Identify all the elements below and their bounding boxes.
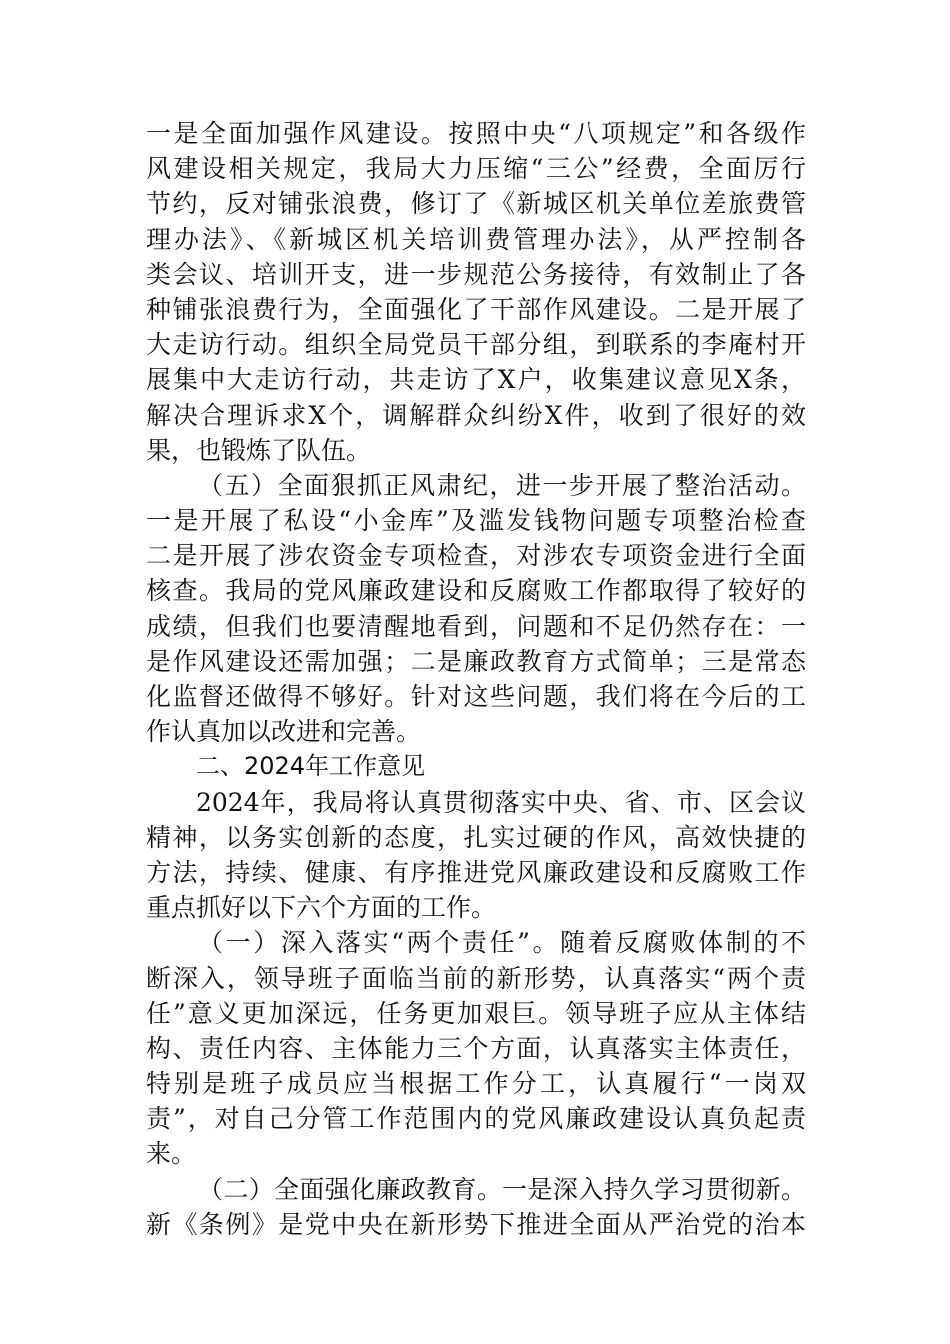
section-five-heading: （五）全面狠抓正风肃纪，进一步开展了整治活动。	[198, 470, 806, 500]
subsection-two-heading: （二）全面强化廉政教育。一是深入持久学习贯彻新。	[198, 1174, 806, 1204]
text-line: 新《条例》是党中央在新形势下推进全面从严治党的治本	[146, 1209, 806, 1239]
text-line: 作认真加以改进和完善。	[146, 717, 422, 747]
subsection-one-heading: （一）深入落实“两个责任”。随着反腐败体制的不	[198, 928, 806, 958]
text-line: 类会议、培训开支，进一步规范公务接待，有效制止了各	[146, 259, 806, 289]
text-line: 特别是班子成员应当根据工作分工，认真履行“一岗双	[146, 1069, 806, 1099]
text-line: 大走访行动。组织全局党员干部分组，到联系的李庵村开	[146, 330, 806, 360]
text-line: 一是全面加强作风建设。按照中央“八项规定”和各级作	[146, 119, 806, 148]
text-line: 一是开展了私设“小金库”及滥发钱物问题专项整治检查	[146, 506, 806, 536]
text-line: 二是开展了涉农资金专项检查，对涉农专项资金进行全面	[146, 541, 806, 571]
text-line: 是作风建设还需加强；二是廉政教育方式简单；三是常态	[146, 646, 806, 676]
text-line: 构、责任内容、主体能力三个方面，认真落实主体责任，	[146, 1033, 806, 1063]
text-line: 核查。我局的党风廉政建设和反腐败工作都取得了较好的	[146, 576, 806, 606]
text-line: 来。	[146, 1139, 197, 1169]
section-two-heading: 二、2024年工作意见	[196, 752, 426, 781]
text-line: 风建设相关规定，我局大力压缩“三公”经费，全面厉行	[146, 154, 806, 184]
text-line: 责”，对自己分管工作范围内的党风廉政建设认真负起责	[146, 1104, 806, 1134]
text-line: 化监督还做得不够好。针对这些问题，我们将在今后的工	[146, 682, 806, 711]
text-line: 果，也锻炼了队伍。	[146, 435, 372, 465]
text-line: 任”意义更加深远，任务更加艰巨。领导班子应从主体结	[146, 998, 806, 1028]
text-line: 方法，持续、健康、有序推进党风廉政建设和反腐败工作	[146, 857, 806, 887]
text-line: 2024年，我局将认真贯彻落实中央、省、市、区会议	[196, 787, 806, 817]
text-line: 节约，反对铺张浪费，修订了《新城区机关单位差旅费管	[146, 189, 806, 219]
text-line: 断深入，领导班子面临当前的新形势，认真落实“两个责	[146, 963, 806, 993]
text-line: 重点抓好以下六个方面的工作。	[146, 893, 497, 923]
text-line: 理办法》、《新城区机关培训费管理办法》，从严控制各	[146, 224, 806, 254]
text-line: 精神，以务实创新的态度，扎实过硬的作风，高效快捷的	[146, 822, 806, 852]
text-line: 解决合理诉求X个，调解群众纠纷X件，收到了很好的效	[146, 400, 806, 430]
text-line: 展集中大走访行动，共走访了X户，收集建议意见X条，	[146, 365, 806, 395]
text-line: 种铺张浪费行为，全面强化了干部作风建设。二是开展了	[146, 294, 806, 324]
document-body	[146, 116, 806, 1242]
text-line: 成绩，但我们也要清醒地看到，问题和不足仍然存在：一	[146, 611, 806, 641]
